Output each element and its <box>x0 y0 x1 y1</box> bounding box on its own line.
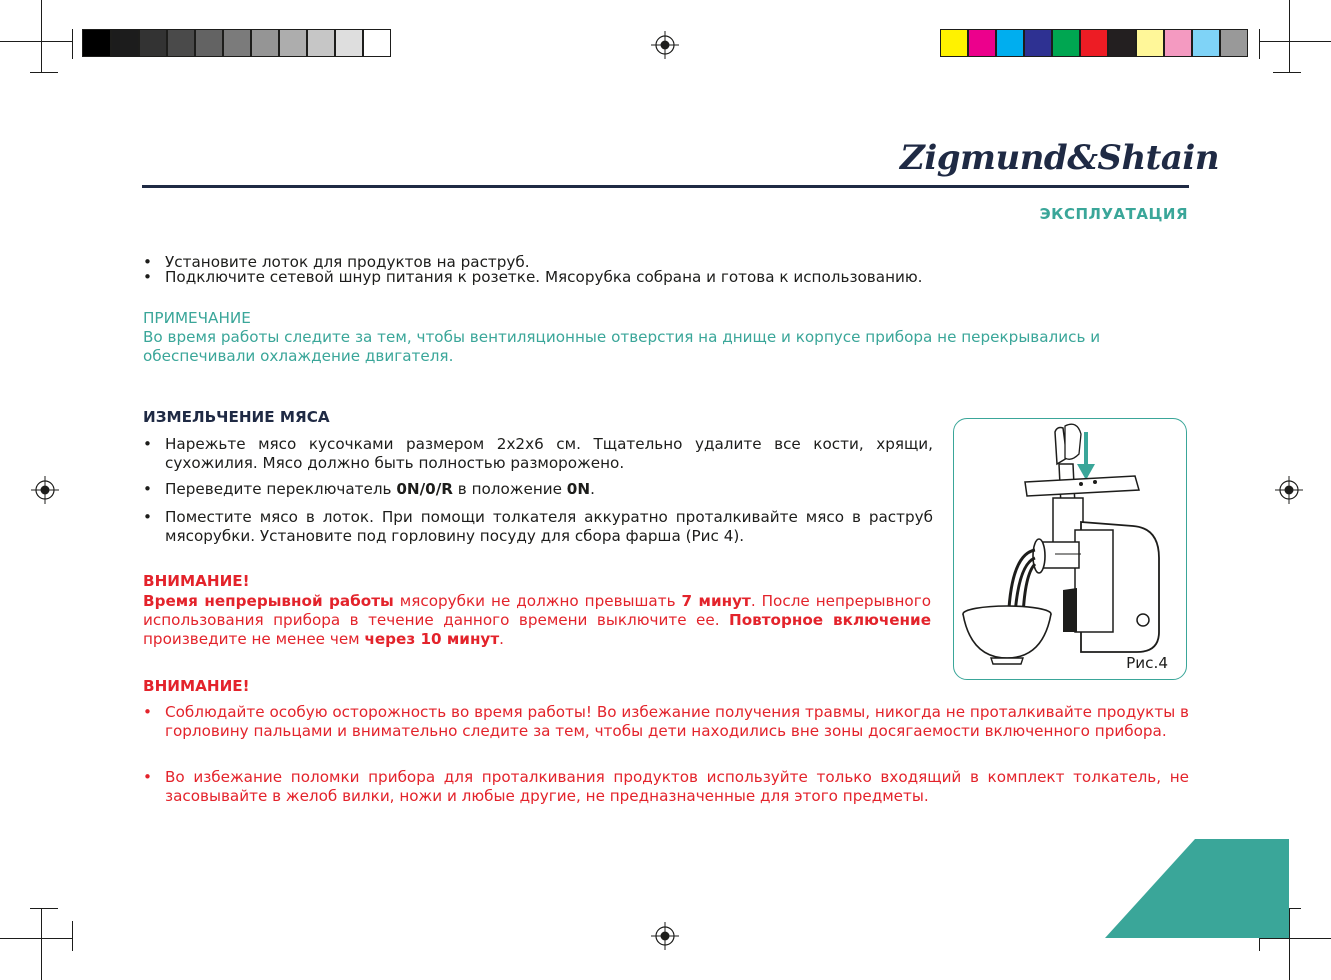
figure-caption: Рис.4 <box>1126 654 1168 672</box>
brand-logo: Zigmund&Shtain <box>900 138 1220 178</box>
warning-title: ВНИМАНИЕ! <box>143 677 250 695</box>
mincing-title: ИЗМЕЛЬЧЕНИЕ МЯСА <box>143 408 330 426</box>
registration-mark-bottom <box>651 922 679 950</box>
registration-mark-right <box>1275 476 1303 504</box>
figure-box <box>953 418 1187 680</box>
registration-mark-left <box>31 476 59 504</box>
warning-title: ВНИМАНИЕ! <box>143 572 250 590</box>
warning-text: Время непрерывной работы мясорубки не должно превышать 7 минут. После непрерывного использования прибора в течение данного времени выключите ее. Повторное включение произведите не менее чем через 10 минут. <box>143 592 931 648</box>
note-text: Во время работы следите за тем, чтобы вентиляционные отверстия на днище и корпусе прибора не перекрывались и обеспечивали охлаждение двигателя. <box>143 328 1101 365</box>
switch-label: 0N/0/R <box>396 480 453 498</box>
section-title: ЭКСПЛУАТАЦИЯ <box>1039 205 1188 223</box>
meat-grinder-illustration <box>953 418 1187 680</box>
note-title: ПРИМЕЧАНИЕ <box>143 309 251 327</box>
registration-mark-top <box>651 31 679 59</box>
header-rule <box>142 185 1189 188</box>
on-label: 0N <box>566 480 591 498</box>
